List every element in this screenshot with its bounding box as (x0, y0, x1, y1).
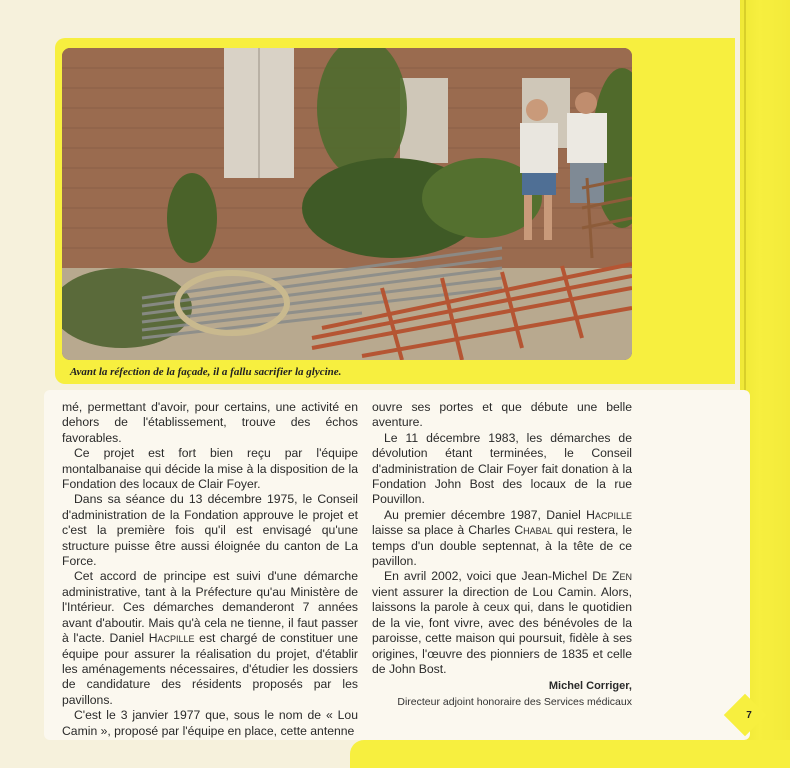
text-span: qui restera, le temps d'un double septennat, à la tête de ce pavillon. (372, 523, 632, 569)
page-number: 7 (746, 709, 752, 721)
person-name: De Zen (592, 569, 632, 584)
photo-caption: Avant la réfection de la façade, il a fallu sacrifier la glycine. (70, 366, 342, 378)
text-span: En avril 2002, voici que Jean-Michel (384, 569, 593, 584)
signature-name: Michel Corriger, (548, 680, 632, 693)
paragraph: Dans sa séance du 13 décembre 1975, le Conseil d'administration de la Fondation approuve le projet et c'est la première fois qu'il est envisagé qu'une structure puisse être aussi éloignée du canton de La Force. (62, 492, 358, 569)
text-column-left (62, 400, 358, 739)
text-span: Cet accord de principe est suivi d'une démarche administrative, tant à la Préfecture qu'au Ministère de l'Intérieur. Ces démarches demanderont 7 années avant d'aboutir. Mais qu'à cela ne tienne, il faut passer à l'acte. Daniel (62, 569, 358, 646)
person-name: Hacpille (586, 507, 632, 522)
paragraph (372, 508, 632, 570)
bottom-band (350, 740, 790, 768)
text-span: laisse sa place à Charles (372, 523, 515, 538)
text-span: Au premier décembre 1987, Daniel (384, 507, 587, 522)
paragraph: mé, permettant d'avoir, pour certains, une activité en dehors de l'établissement, trouve des échos favorables. (62, 400, 358, 445)
paragraph: Ce projet est fort bien reçu par l'équipe montalbanaise qui décide la mise à la disposition de la Fondation des locaux de Clair Foyer. (62, 446, 358, 492)
text-span: est chargé de constituer une équipe pour assurer la réalisation du projet, d'établir les aménagements nécessaires, d'étudier les dossiers de candidature des résidents proposés par les pavillons. (62, 631, 358, 707)
photo-image (62, 48, 632, 360)
person-name: Chabal (514, 523, 553, 538)
paragraph (372, 569, 632, 677)
signature-title: Directeur adjoint honoraire des Services médicaux (397, 695, 632, 708)
person-name: Hacpille (148, 631, 195, 646)
paragraph: ouvre ses portes et que débute une belle aventure. (372, 400, 632, 430)
text-span: vient assurer la direction de Lou Camin. Alors, laissons la parole à ceux qui, dans le quotidien de la vie, font vivre, avec des bénévoles de la paroisse, cette maison qui poursuit, fidèle à ses origines, l'œuvre des pionniers de 1835 et celle de John Bost. (372, 584, 632, 676)
text-column-right (372, 400, 632, 710)
paragraph: C'est le 3 janvier 1977 que, sous le nom de « Lou Camin », proposé par l'équipe en place, cette antenne (62, 708, 358, 738)
paragraph (62, 569, 358, 708)
paragraph: Le 11 décembre 1983, les démarches de dévolution étant terminées, le Conseil d'administration de Clair Foyer fait donation à la Fondation John Bost des locaux de la rue Pouvillon. (372, 430, 632, 507)
